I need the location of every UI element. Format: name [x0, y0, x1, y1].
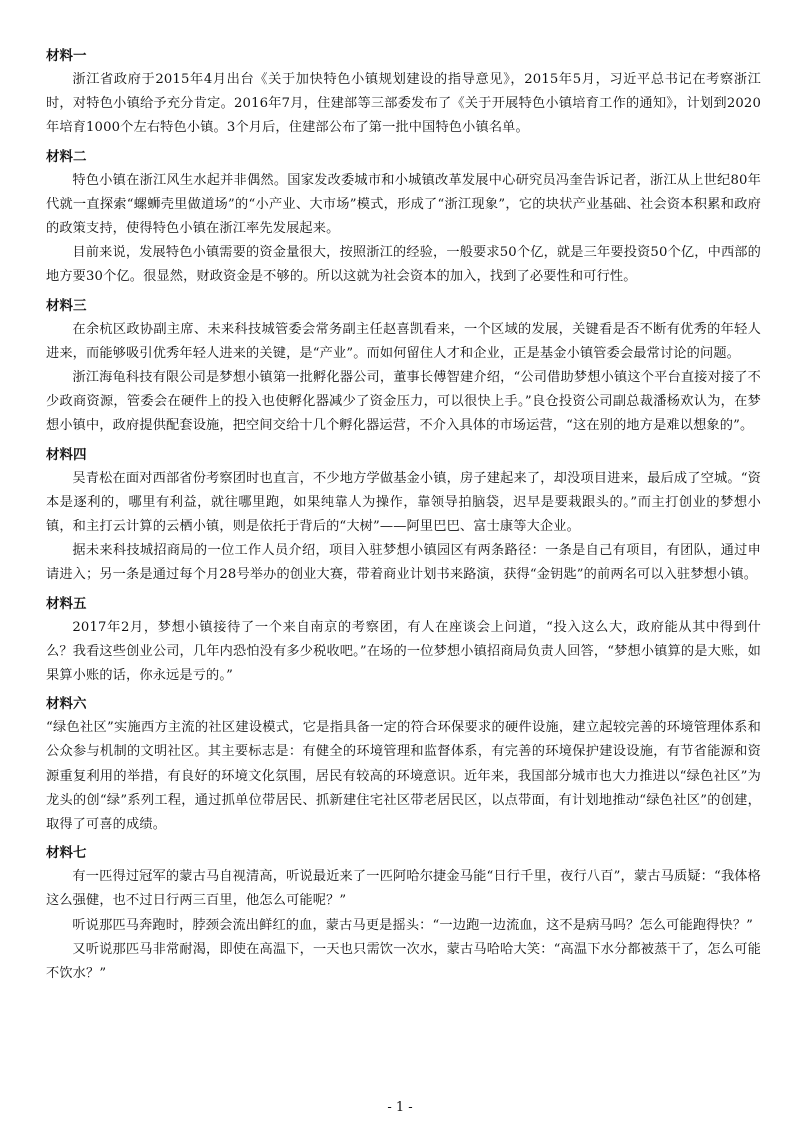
- paragraph: 听说那匹马奔跑时，脖颈会流出鲜红的血，蒙古马更是摇头：“一边跑一边流血，这不是病马吗？怎么可能跑得快？”: [72, 917, 754, 933]
- section-1: [46, 44, 761, 141]
- paragraph: 吴青松在面对西部省份考察团时也直言，不少地方学做基金小镇，房子建起来了，却没项目进来，最后成了空城。“资本是逐利的，哪里有利益，就往哪里跑，如果纯靠人为操作，靠领导拍脑袋，迟早是要栽跟头的。”而主打创业的梦想小镇，和主打云计算的云栖小镇，则是依托于背后的“大树”——阿里巴巴、富士康等大企业。: [46, 470, 761, 535]
- paragraph: 2017年2月，梦想小镇接待了一个来自南京的考察团，有人在座谈会上问道，“投入这么大，政府能从其中得到什么？我看这些创业公司，几年内恐怕没有多少税收吧。”在场的一位梦想小镇招商局负责人回答，“梦想小镇算的是大账，如果算小账的话，你永远是亏的。”: [46, 619, 761, 684]
- section-6: [46, 692, 761, 837]
- paragraph: 有一匹得过冠军的蒙古马自视清高，听说最近来了一匹阿哈尔捷金马能“日行千里，夜行八百”，蒙古马质疑：“我体格这么强健，也不过日行两三百里，他怎么可能呢？”: [46, 869, 761, 909]
- section-title: 材料六: [46, 696, 87, 713]
- paragraph: 浙江省政府于2015年4月出台《关于加快特色小镇规划建设的指导意见》，2015年5月，习近平总书记在考察浙江时，对特色小镇给予充分肯定。2016年7月，住建部等三部委发布了《关于开展特色小镇培育工作的通知》，计划到2020年培育1000个左右特色小镇。3个月后，住建部公布了第一批中国特色小镇名单。: [46, 72, 761, 136]
- paragraph: 目前来说，发展特色小镇需要的资金量很大，按照浙江的经验，一般要求50个亿，就是三年要投资50个亿，中西部的地方要30个亿。很显然，财政资金是不够的。所以这就为社会资本的加入，找到了必要性和可行性。: [46, 245, 761, 285]
- section-3: [46, 294, 761, 439]
- section-title: 材料四: [46, 446, 87, 463]
- section-title: 材料五: [46, 595, 87, 612]
- section-title: 材料三: [46, 297, 87, 314]
- section-title: 材料七: [46, 845, 87, 862]
- paragraph: 据未来科技城招商局的一位工作人员介绍，项目入驻梦想小镇园区有两条路径：一条是自己有项目，有团队，通过申请进入；另一条是通过每个月28号举办的创业大赛，带着商业计划书来路演，获得“金钥匙”的前两名可以入驻梦想小镇。: [46, 543, 761, 583]
- paragraph: 特色小镇在浙江风生水起并非偶然。国家发改委城市和小城镇改革发展中心研究员冯奎告诉记者，浙江从上世纪80年代就一直探索“螺蛳壳里做道场”的“小产业、大市场”模式，形成了“浙江现象”，它的块状产业基础、社会资本积累和政府的政策支持，使得特色小镇在浙江率先发展起来。: [46, 172, 761, 237]
- paragraph: 浙江海龟科技有限公司是梦想小镇第一批孵化器公司，董事长傅智建介绍，“公司借助梦想小镇这个平台直接对接了不少政商资源，管委会在硬件上的投入也使孵化器减少了资金压力，可以很快上手。”良仓投资公司副总裁潘杨欢认为，在梦想小镇中，政府提供配套设施，把空间交给十几个孵化器运营，不介入具体的市场运营，“这在别的地方是难以想象的”。: [46, 370, 761, 434]
- section-2: [46, 145, 761, 290]
- section-4: [46, 443, 761, 588]
- paragraph: 在余杭区政协副主席、未来科技城管委会常务副主任赵喜凯看来，一个区域的发展，关键看是否不断有优秀的年轻人进来，而能够吸引优秀年轻人进来的关键，是“产业”。而如何留住人才和企业，正是基金小镇管委会最常讨论的问题。: [46, 321, 761, 361]
- section-title: 材料二: [46, 148, 87, 165]
- paragraph: “绿色社区”实施西方主流的社区建设模式，它是指具备一定的符合环保要求的硬件设施，建立起较完善的环境管理体系和公众参与机制的文明社区。其主要标志是：有健全的环境管理和监督体系，有完善的环境保护建设设施，有节省能源和资源重复利用的举措，有良好的环境文化氛围，居民有较高的环境意识。近年来，我国部分城市也大力推进以“绿色社区”为龙头的创“绿”系列工程，通过抓单位带居民、抓新建住宅社区带老居民区，以点带面，有计划地推动“绿色社区”的创建，取得了可喜的成绩。: [46, 720, 761, 833]
- document-page: [46, 40, 761, 986]
- section-title: 材料一: [46, 48, 87, 64]
- paragraph: 又听说那匹马非常耐渴，即使在高温下，一天也只需饮一次水，蒙古马哈哈大笑：“高温下水分都被蒸干了，怎么可能不饮水？”: [46, 941, 761, 982]
- page-number: - 1 -: [387, 1100, 413, 1115]
- section-5: [46, 592, 761, 689]
- section-7: [46, 841, 761, 986]
